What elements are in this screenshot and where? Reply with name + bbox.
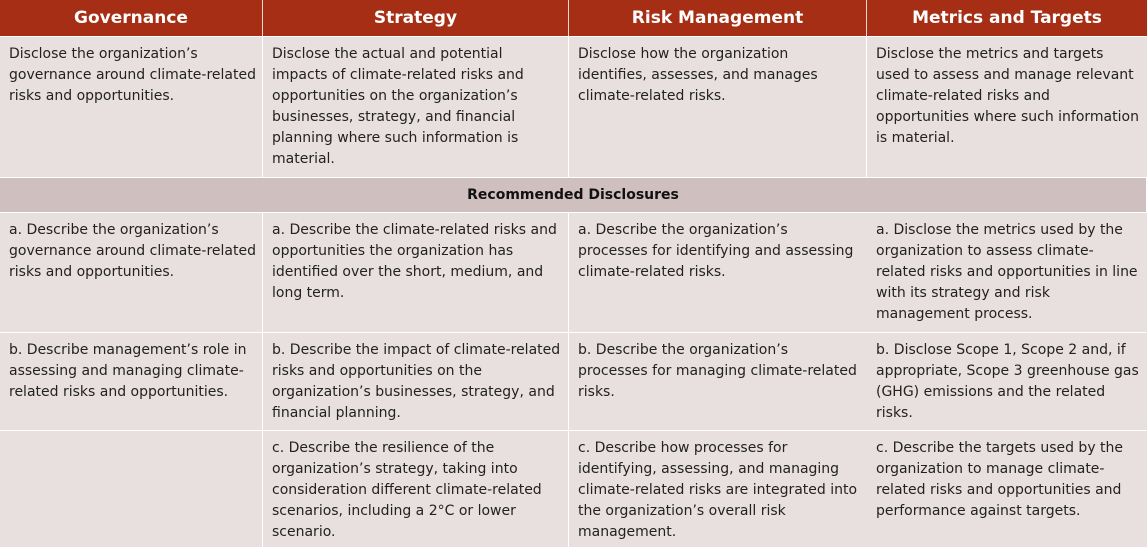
disclosure-governance-empty [0,431,263,548]
disclosure-strategy-c: c. Describe the resilience of the organization’s strategy, taking into consideration different climate-related scenarios, including a 2°C or lower scenario. [263,431,569,548]
overview-strategy: Disclose the actual and potential impacts of climate-related risks and opportunities on the organization’s businesses, strategy, and financial planning where such information is material. [263,37,569,178]
disclosure-governance-b: b. Describe management’s role in assessing and managing climate-related risks and opportunities. [0,333,263,431]
header-governance: Governance [0,0,263,37]
disclosure-strategy-b: b. Describe the impact of climate-related risks and opportunities on the organization’s businesses, strategy, and financial planning. [263,333,569,431]
header-risk-management: Risk Management [569,0,867,37]
overview-risk-management: Disclose how the organization identifies, assesses, and manages climate-related risks. [569,37,867,178]
disclosure-risk-management-c: c. Describe how processes for identifying, assessing, and managing climate-related risks are integrated into the organization’s overall risk management. [569,431,867,548]
disclosure-risk-management-a: a. Describe the organization’s processes for identifying and assessing climate-related risks. [569,213,867,333]
header-strategy: Strategy [263,0,569,37]
overview-governance: Disclose the organization’s governance around climate-related risks and opportunities. [0,37,263,178]
disclosure-risk-management-b: b. Describe the organization’s processes for managing climate-related risks. [569,333,867,431]
disclosure-strategy-a: a. Describe the climate-related risks and opportunities the organization has identified over the short, medium, and long term. [263,213,569,333]
overview-metrics-targets: Disclose the metrics and targets used to assess and manage relevant climate-related risks and opportunities where such information is material. [867,37,1147,178]
disclosure-governance-a: a. Describe the organization’s governance around climate-related risks and opportunities. [0,213,263,333]
disclosure-metrics-targets-c: c. Describe the targets used by the organization to manage climate-related risks and opportunities and performance against targets. [867,431,1147,548]
disclosure-metrics-targets-b: b. Disclose Scope 1, Scope 2 and, if appropriate, Scope 3 greenhouse gas (GHG) emissions and the related risks. [867,333,1147,431]
disclosure-metrics-targets-a: a. Disclose the metrics used by the organization to assess climate-related risks and opportunities in line with its strategy and risk management process. [867,213,1147,333]
header-metrics-targets: Metrics and Targets [867,0,1147,37]
recommended-disclosures-band: Recommended Disclosures [0,178,1147,213]
